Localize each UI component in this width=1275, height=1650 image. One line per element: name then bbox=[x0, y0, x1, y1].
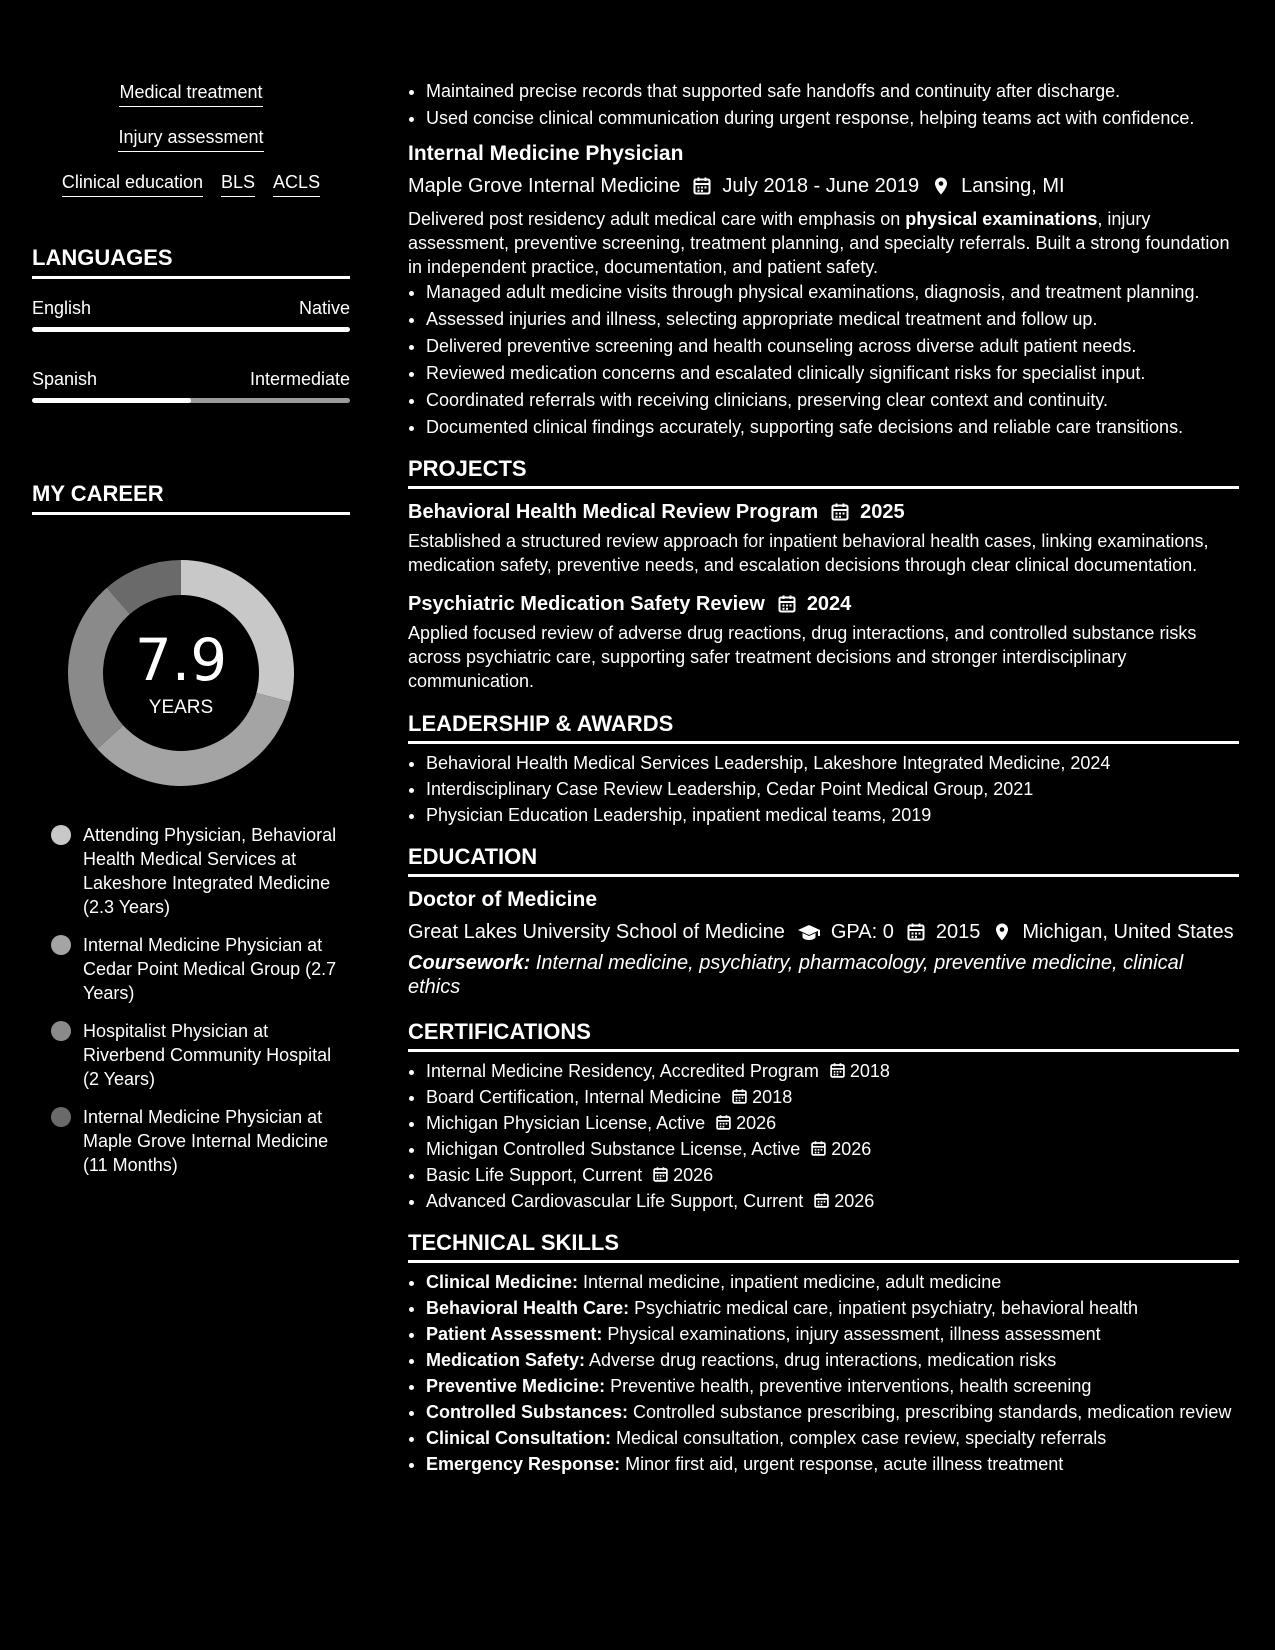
technical-skill-item bbox=[426, 1401, 1239, 1423]
job-meta bbox=[408, 173, 1239, 199]
bullet-item: • Maintained precise records that supported safe handoffs and continuity after discharge. bbox=[426, 80, 1239, 102]
calendar-icon bbox=[906, 922, 926, 942]
calendar-icon bbox=[810, 1140, 827, 1157]
certification-name: Michigan Physician License, Active bbox=[426, 1113, 706, 1133]
bullet-item: • Managed adult medicine visits through physical examinations, diagnosis, and treatment planning. bbox=[426, 281, 1239, 303]
project-description: Applied focused review of adverse drug reactions, drug interactions, and controlled substance risks across psychiatric care, supporting safer treatment decisions and stronger interdisciplinary communication. bbox=[408, 623, 1197, 691]
certification-year: 2026 bbox=[834, 1191, 875, 1211]
education-heading: EDUCATION bbox=[408, 844, 1239, 877]
skill-details: Psychiatric medical care, inpatient psychiatry, behavioral health bbox=[629, 1298, 1138, 1318]
calendar-icon bbox=[715, 1114, 732, 1131]
calendar-icon bbox=[777, 594, 797, 614]
location-pin-icon bbox=[992, 922, 1012, 942]
project-title-row bbox=[408, 591, 1239, 617]
sidebar bbox=[32, 80, 350, 1191]
certification-name: Board Certification, Internal Medicine bbox=[426, 1087, 722, 1107]
certification-year: 2026 bbox=[831, 1139, 872, 1159]
career-item-text: Internal Medicine Physician at Maple Grove Internal Medicine (11 Months) bbox=[83, 1107, 329, 1175]
certification-name: Advanced Cardiovascular Life Support, Current bbox=[426, 1191, 804, 1211]
career-donut-chart bbox=[66, 558, 296, 788]
language-name: Spanish bbox=[32, 369, 98, 389]
language-spanish bbox=[32, 368, 350, 403]
legend-dot bbox=[51, 825, 71, 845]
job-dates: July 2018 - June 2019 bbox=[722, 175, 920, 197]
certification-item bbox=[426, 1164, 1239, 1186]
career-total-value: 7.9 bbox=[134, 626, 228, 694]
education-gpa: GPA: 0 bbox=[830, 921, 894, 943]
skill-details: Medical consultation, complex case review, specialty referrals bbox=[611, 1428, 1107, 1448]
technical-skills-heading: TECHNICAL SKILLS bbox=[408, 1230, 1239, 1263]
location-pin-icon bbox=[931, 176, 951, 196]
education-coursework bbox=[408, 951, 1239, 999]
skill-details: Physical examinations, injury assessment, illness assessment bbox=[602, 1324, 1101, 1344]
award-item: • Interdisciplinary Case Review Leadership, Cedar Point Medical Group, 2021 bbox=[426, 778, 1239, 800]
calendar-icon bbox=[813, 1192, 830, 1209]
education-degree: Doctor of Medicine bbox=[408, 888, 598, 911]
skill-category: Clinical Consultation: bbox=[426, 1428, 612, 1448]
skill-tag: Clinical education bbox=[62, 170, 203, 197]
technical-skill-item bbox=[426, 1349, 1239, 1371]
graduation-cap-icon bbox=[797, 922, 821, 942]
skill-category: Clinical Medicine: bbox=[426, 1272, 579, 1292]
language-level-fill bbox=[32, 327, 350, 332]
technical-skills-list bbox=[408, 1271, 1239, 1475]
technical-skill-item bbox=[426, 1375, 1239, 1397]
legend-dot bbox=[51, 1021, 71, 1041]
skill-row bbox=[32, 125, 350, 152]
award-item: • Physician Education Leadership, inpatient medical teams, 2019 bbox=[426, 804, 1239, 826]
career-item bbox=[51, 1019, 350, 1091]
leadership-heading: LEADERSHIP & AWARDS bbox=[408, 711, 1239, 744]
main-content bbox=[408, 80, 1239, 1479]
career-heading: MY CAREER bbox=[32, 481, 350, 515]
career-total-unit: YEARS bbox=[148, 697, 214, 718]
legend-dot bbox=[51, 935, 71, 955]
project-year: 2024 bbox=[806, 593, 852, 615]
language-level-fill bbox=[32, 398, 191, 403]
summary-text: , injury assessment, preventive screening, treatment planning, and specialty referrals. Built a strong foundation in independent practice, documentation, and patient safety. bbox=[408, 209, 1230, 277]
career-item bbox=[51, 823, 350, 919]
education-meta bbox=[408, 919, 1239, 945]
job-company: Maple Grove Internal Medicine bbox=[408, 175, 681, 197]
skills-list bbox=[32, 80, 350, 197]
job-location: Lansing, MI bbox=[961, 175, 1065, 197]
career-item bbox=[51, 1105, 350, 1177]
certification-name: Internal Medicine Residency, Accredited Program bbox=[426, 1061, 819, 1081]
project-description: Established a structured review approach for inpatient behavioral health cases, linking examinations, medication safety, preventive needs, and escalation decisions through clear clinical documentation. bbox=[408, 531, 1209, 575]
certification-name: Michigan Controlled Substance License, Active bbox=[426, 1139, 801, 1159]
previous-job-bullets bbox=[408, 80, 1239, 129]
education-location: Michigan, United States bbox=[1022, 921, 1234, 943]
skill-details: Minor first aid, urgent response, acute illness treatment bbox=[620, 1454, 1064, 1474]
technical-skill-item bbox=[426, 1427, 1239, 1449]
bullet-item: • Delivered preventive screening and health counseling across diverse adult patient needs. bbox=[426, 335, 1239, 357]
job-summary bbox=[408, 207, 1239, 279]
certification-item bbox=[426, 1086, 1239, 1108]
skill-category: Medication Safety: bbox=[426, 1350, 586, 1370]
skill-tag: Medical treatment bbox=[119, 80, 262, 107]
language-level: Intermediate bbox=[249, 369, 350, 389]
bullet-item: • Reviewed medication concerns and escalated clinically significant risks for specialist input. bbox=[426, 362, 1239, 384]
coursework-label: Coursework: bbox=[408, 952, 531, 974]
certification-year: 2018 bbox=[752, 1087, 793, 1107]
career-item-text: Hospitalist Physician at Riverbend Community Hospital (2 Years) bbox=[83, 1021, 332, 1089]
leadership-list bbox=[408, 752, 1239, 826]
bullet-item: • Coordinated referrals with receiving clinicians, preserving clear context and continuity. bbox=[426, 389, 1239, 411]
career-item bbox=[51, 933, 350, 1005]
certification-item bbox=[426, 1190, 1239, 1212]
certification-year: 2018 bbox=[849, 1061, 890, 1081]
skill-category: Controlled Substances: bbox=[426, 1402, 629, 1422]
bullet-item: • Documented clinical findings accurately, supporting safe decisions and reliable care transitions. bbox=[426, 416, 1239, 438]
certification-year: 2026 bbox=[736, 1113, 777, 1133]
language-name: English bbox=[32, 298, 92, 318]
career-item-text: Attending Physician, Behavioral Health Medical Services at Lakeshore Integrated Medicine (2.3 Years) bbox=[83, 825, 337, 917]
project-year: 2025 bbox=[860, 501, 905, 523]
language-english bbox=[32, 297, 350, 332]
skill-details: Controlled substance prescribing, prescribing standards, medication review bbox=[628, 1402, 1232, 1422]
language-level: Native bbox=[298, 298, 350, 318]
skill-tag: ACLS bbox=[273, 170, 320, 197]
skill-row bbox=[32, 170, 350, 197]
career-legend bbox=[51, 823, 350, 1177]
education-school: Great Lakes University School of Medicine bbox=[408, 921, 785, 943]
calendar-icon bbox=[652, 1166, 669, 1183]
coursework-text: Internal medicine, psychiatry, pharmacology, preventive medicine, clinical ethics bbox=[408, 952, 1184, 998]
certification-year: 2026 bbox=[673, 1165, 714, 1185]
skill-tag: BLS bbox=[221, 170, 255, 197]
certification-item bbox=[426, 1112, 1239, 1134]
certification-item bbox=[426, 1060, 1239, 1082]
skill-row bbox=[32, 80, 350, 107]
technical-skill-item bbox=[426, 1323, 1239, 1345]
skill-details: Adverse drug reactions, drug interactions, medication risks bbox=[585, 1350, 1057, 1370]
skill-details: Internal medicine, inpatient medicine, adult medicine bbox=[578, 1272, 1002, 1292]
award-item: • Behavioral Health Medical Services Leadership, Lakeshore Integrated Medicine, 2024 bbox=[426, 752, 1239, 774]
certifications-list bbox=[408, 1060, 1239, 1212]
calendar-icon bbox=[829, 1062, 846, 1079]
bullet-item: • Used concise clinical communication during urgent response, helping teams act with confidence. bbox=[426, 107, 1239, 129]
legend-dot bbox=[51, 1107, 71, 1127]
language-level-bar bbox=[32, 327, 350, 332]
project-title: Behavioral Health Medical Review Program bbox=[408, 501, 819, 523]
summary-text: Delivered post residency adult medical care with emphasis on bbox=[408, 209, 906, 229]
skill-category: Preventive Medicine: bbox=[426, 1376, 606, 1396]
technical-skill-item bbox=[426, 1271, 1239, 1293]
certifications-heading: CERTIFICATIONS bbox=[408, 1019, 1239, 1052]
job-title: Internal Medicine Physician bbox=[408, 142, 684, 165]
project-title: Psychiatric Medication Safety Review bbox=[408, 593, 765, 615]
certification-item bbox=[426, 1138, 1239, 1160]
summary-emphasis: physical examinations bbox=[905, 209, 1098, 229]
calendar-icon bbox=[830, 502, 850, 522]
languages-heading: LANGUAGES bbox=[32, 245, 350, 279]
skill-category: Behavioral Health Care: bbox=[426, 1298, 630, 1318]
skill-category: Emergency Response: bbox=[426, 1454, 621, 1474]
language-level-bar bbox=[32, 398, 350, 403]
career-item-text: Internal Medicine Physician at Cedar Point Medical Group (2.7 Years) bbox=[83, 935, 337, 1003]
skill-tag: Injury assessment bbox=[118, 125, 263, 152]
skill-category: Patient Assessment: bbox=[426, 1324, 603, 1344]
calendar-icon bbox=[731, 1088, 748, 1105]
project-title-row bbox=[408, 499, 1239, 525]
certification-name: Basic Life Support, Current bbox=[426, 1165, 643, 1185]
technical-skill-item bbox=[426, 1453, 1239, 1475]
calendar-icon bbox=[692, 176, 712, 196]
bullet-item: • Assessed injuries and illness, selecting appropriate medical treatment and follow up. bbox=[426, 308, 1239, 330]
projects-heading: PROJECTS bbox=[408, 456, 1239, 489]
education-year: 2015 bbox=[935, 921, 981, 943]
technical-skill-item bbox=[426, 1297, 1239, 1319]
job-bullets bbox=[408, 281, 1239, 438]
skill-details: Preventive health, preventive interventions, health screening bbox=[605, 1376, 1092, 1396]
